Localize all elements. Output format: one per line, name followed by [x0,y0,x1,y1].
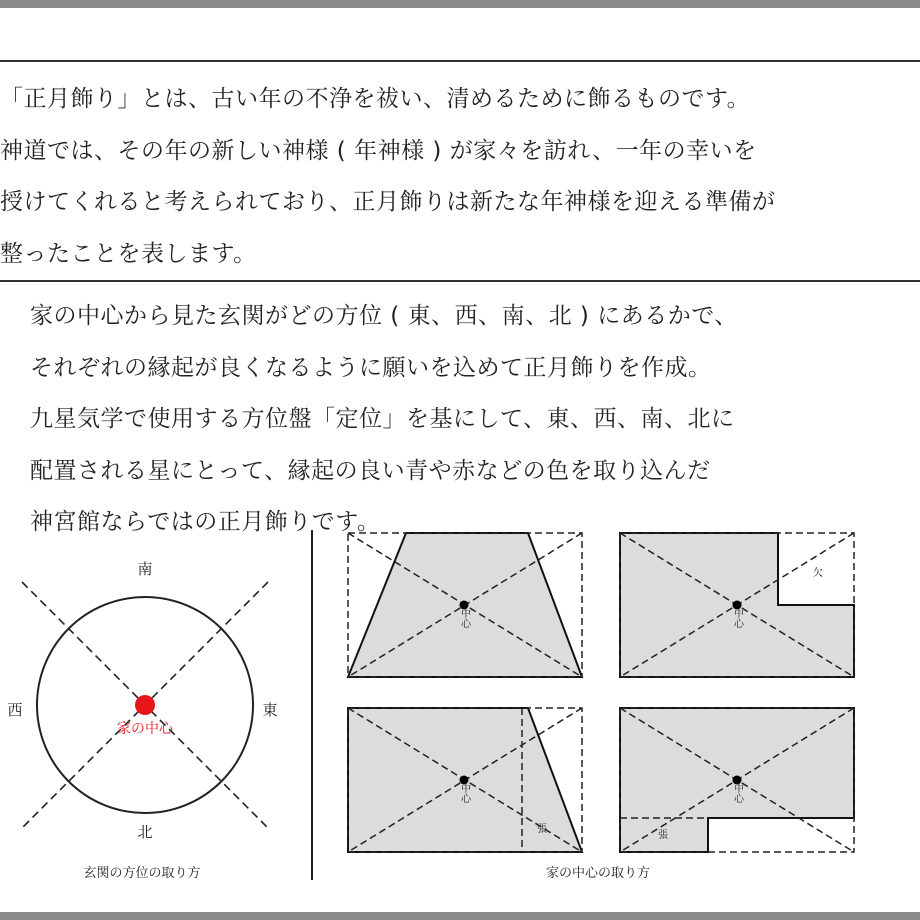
north-label: 北 [137,823,153,841]
center-dot [135,695,155,715]
intro-line: 整ったことを表します。 [0,240,257,267]
body-line: それぞれの縁起が良くなるように願いを込めて正月飾りを作成。 [30,354,712,381]
south-label: 南 [137,560,153,578]
center-label: 家の中心 [117,721,173,737]
west-label: 西 [7,701,23,719]
center-label: 中心 [458,608,470,628]
compass-caption: 玄関の方位の取り方 [83,866,201,881]
bottom-border [0,912,920,920]
body-line: 神宮館ならではの正月飾りです。 [30,509,381,535]
intro-line: 「正月飾り」とは、古い年の不浄を祓い、清めるために飾るものです。 [0,86,751,112]
body-line: 九星気学で使用する方位盤「定位」を基にして、東、西、南、北に [30,406,735,432]
intro-line: 授けてくれると考えられており、正月飾りは新たな年神様を迎える準備が [0,189,776,215]
center-label: 中心 [731,783,743,803]
notched-house [620,533,854,677]
extended-slope-house [348,708,582,852]
extension-label: 張 [658,830,668,841]
east-label: 東 [262,701,278,719]
missing-label: 欠 [813,568,823,579]
compass-diagram [7,560,277,881]
extended-corner-house [620,708,854,852]
house-caption: 家の中心の取り方 [545,866,651,881]
body-line: 配置される星にとって、縁起の良い青や赤などの色を取り込んだ [30,457,711,484]
intro-line: 神道では、その年の新しい神様 ( 年神様 ) が家々を訪れ、一年の幸いを [0,137,757,164]
extension-label: 張 [537,824,547,835]
center-label: 中心 [731,608,743,628]
center-label: 中心 [458,783,470,803]
trapezoid-house [348,533,582,677]
body-line: 家の中心から見た玄関がどの方位 ( 東、西、南、北 ) にあるかで、 [30,303,738,329]
